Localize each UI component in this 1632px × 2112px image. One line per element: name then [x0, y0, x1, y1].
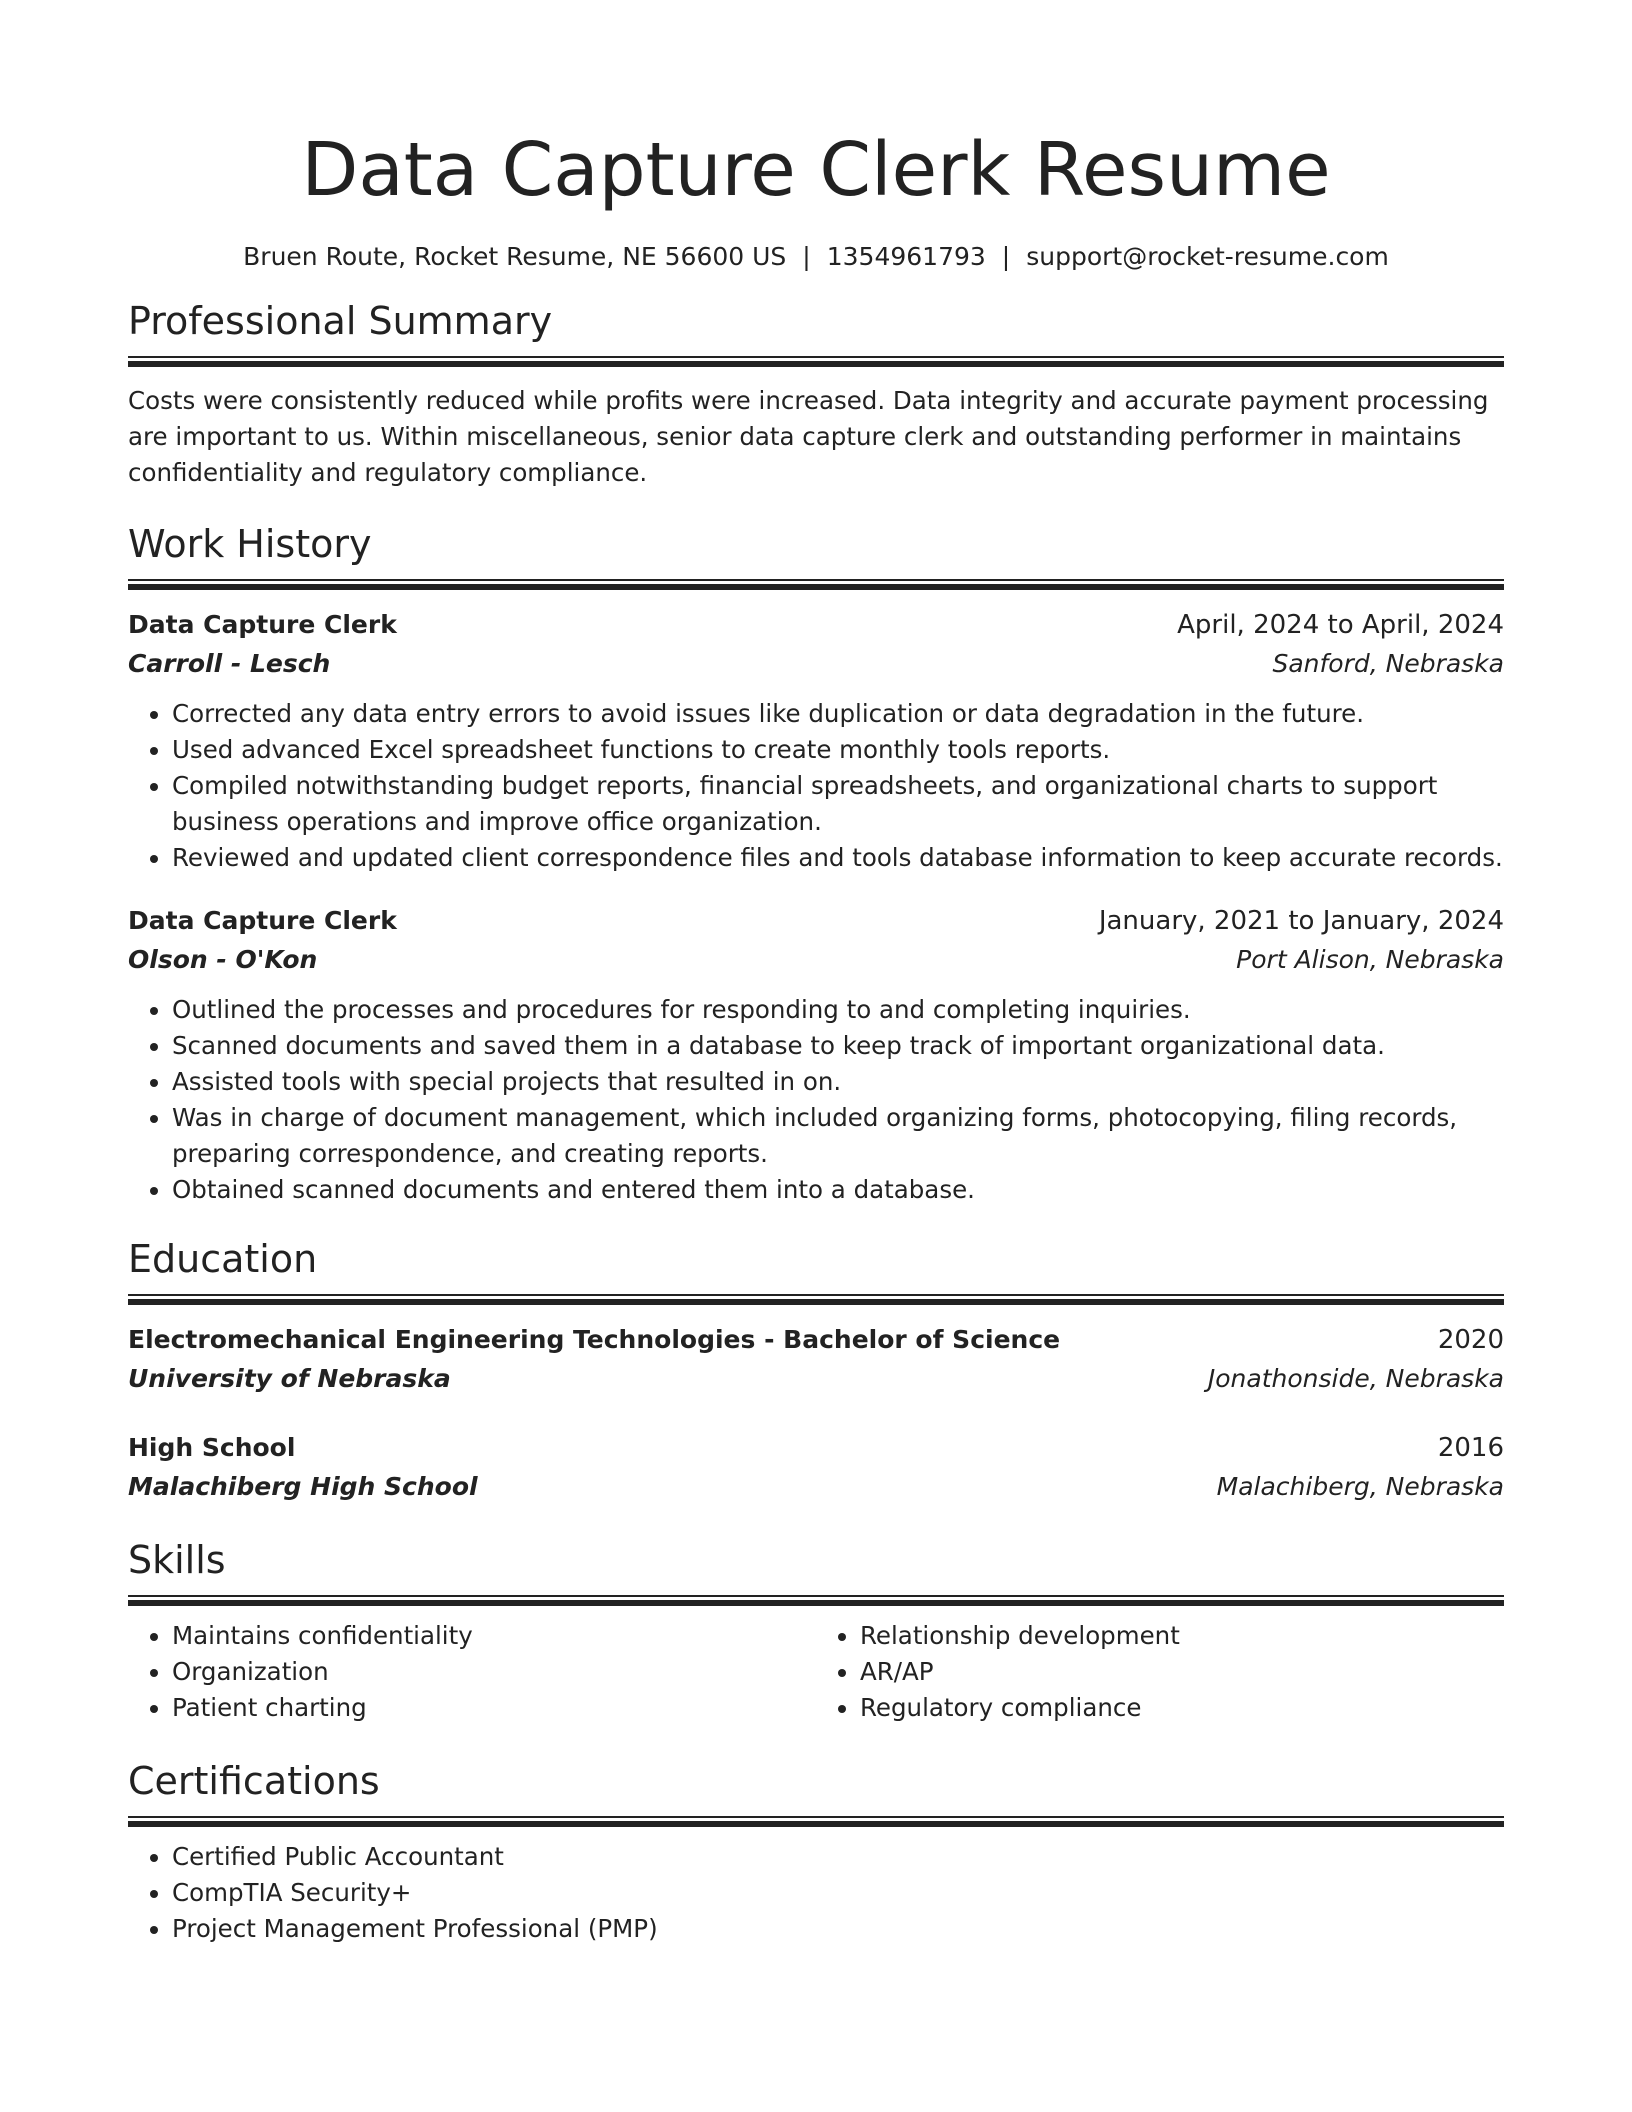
- work-history-section: [128, 519, 1504, 1208]
- skills-heading: Skills: [128, 1538, 226, 1582]
- list-item: • Obtained scanned documents and entered them into a database.: [172, 1172, 1504, 1208]
- contact-separator: |: [802, 242, 811, 271]
- work-history-heading: Work History: [128, 522, 372, 566]
- list-item: • Reviewed and updated client correspondence files and tools database information to keep accurate records.: [172, 840, 1504, 876]
- skill-item: • Regulatory compliance: [860, 1690, 1504, 1726]
- education-school: University of Nebraska: [128, 1364, 451, 1393]
- section-divider: [128, 356, 1504, 367]
- job-entry: [128, 606, 1504, 876]
- education-heading: Education: [128, 1237, 318, 1281]
- education-degree: High School: [128, 1433, 296, 1462]
- list-item: • Assisted tools with special projects that resulted in on.: [172, 1064, 1504, 1100]
- job-location: Sanford, Nebraska: [1272, 649, 1504, 678]
- education-location: Jonathonside, Nebraska: [1207, 1364, 1504, 1393]
- certification-item: • Project Management Professional (PMP): [172, 1911, 1504, 1947]
- summary-section: [128, 296, 1504, 491]
- job-company: Carroll - Lesch: [128, 649, 331, 678]
- contact-address: Bruen Route, Rocket Resume, NE 56600 US: [243, 242, 787, 271]
- education-entry: [128, 1429, 1504, 1507]
- contact-line: [128, 240, 1504, 274]
- skill-item: • AR/AP: [860, 1654, 1504, 1690]
- certification-item: • CompTIA Security+: [172, 1875, 1504, 1911]
- section-divider: [128, 1816, 1504, 1827]
- skill-item: • Organization: [172, 1654, 816, 1690]
- certifications-section: [128, 1756, 1504, 1947]
- contact-email[interactable]: support@rocket-resume.com: [1026, 242, 1389, 271]
- section-divider: [128, 1294, 1504, 1305]
- list-item: • Used advanced Excel spreadsheet functions to create monthly tools reports.: [172, 732, 1504, 768]
- job-bullets: [128, 992, 1504, 1208]
- certifications-heading: Certifications: [128, 1759, 380, 1803]
- skill-item: • Relationship development: [860, 1618, 1504, 1654]
- summary-heading: Professional Summary: [128, 299, 553, 343]
- job-dates: April, 2024 to April, 2024: [1177, 610, 1504, 640]
- contact-separator: |: [1001, 242, 1011, 271]
- job-bullets: [128, 696, 1504, 876]
- education-entry: [128, 1321, 1504, 1399]
- job-title: Data Capture Clerk: [128, 906, 397, 935]
- section-divider: [128, 1595, 1504, 1606]
- list-item: • Outlined the processes and procedures for responding to and completing inquiries.: [172, 992, 1504, 1028]
- list-item: • Corrected any data entry errors to avoid issues like duplication or data degradation in the future.: [172, 696, 1504, 732]
- education-section: [128, 1234, 1504, 1507]
- list-item: • Compiled notwithstanding budget reports, financial spreadsheets, and organizational charts to support business operations and improve office organization.: [172, 768, 1504, 840]
- skill-item: • Patient charting: [172, 1690, 816, 1726]
- skills-grid: [128, 1618, 1504, 1726]
- skills-column-right: [816, 1618, 1504, 1726]
- education-school: Malachiberg High School: [128, 1472, 478, 1501]
- job-company: Olson - O'Kon: [128, 945, 318, 974]
- job-entry: [128, 902, 1504, 1208]
- education-year: 2016: [1437, 1433, 1504, 1463]
- skill-item: • Maintains confidentiality: [172, 1618, 816, 1654]
- list-item: • Was in charge of document management, which included organizing forms, photocopying, filing records, preparing correspondence, and creating reports.: [172, 1100, 1504, 1172]
- skills-column-left: [128, 1618, 816, 1726]
- job-title: Data Capture Clerk: [128, 610, 397, 639]
- education-degree: Electromechanical Engineering Technologies - Bachelor of Science: [128, 1325, 1061, 1354]
- certifications-list: [128, 1839, 1504, 1947]
- job-location: Port Alison, Nebraska: [1236, 945, 1504, 974]
- education-year: 2020: [1437, 1325, 1504, 1355]
- summary-text: Costs were consistently reduced while profits were increased. Data integrity and accurate payment processing are important to us. Within miscellaneous, senior data capture clerk and outstanding performer in maintains confidentiality and regulatory compliance.: [128, 386, 1489, 487]
- resume-title: Data Capture Clerk Resume: [301, 127, 1331, 213]
- list-item: • Scanned documents and saved them in a database to keep track of important organizational data.: [172, 1028, 1504, 1064]
- skills-section: [128, 1535, 1504, 1726]
- contact-phone: 1354961793: [826, 242, 986, 271]
- job-dates: January, 2021 to January, 2024: [1098, 906, 1504, 936]
- certification-item: • Certified Public Accountant: [172, 1839, 1504, 1875]
- section-divider: [128, 579, 1504, 590]
- education-location: Malachiberg, Nebraska: [1216, 1472, 1504, 1501]
